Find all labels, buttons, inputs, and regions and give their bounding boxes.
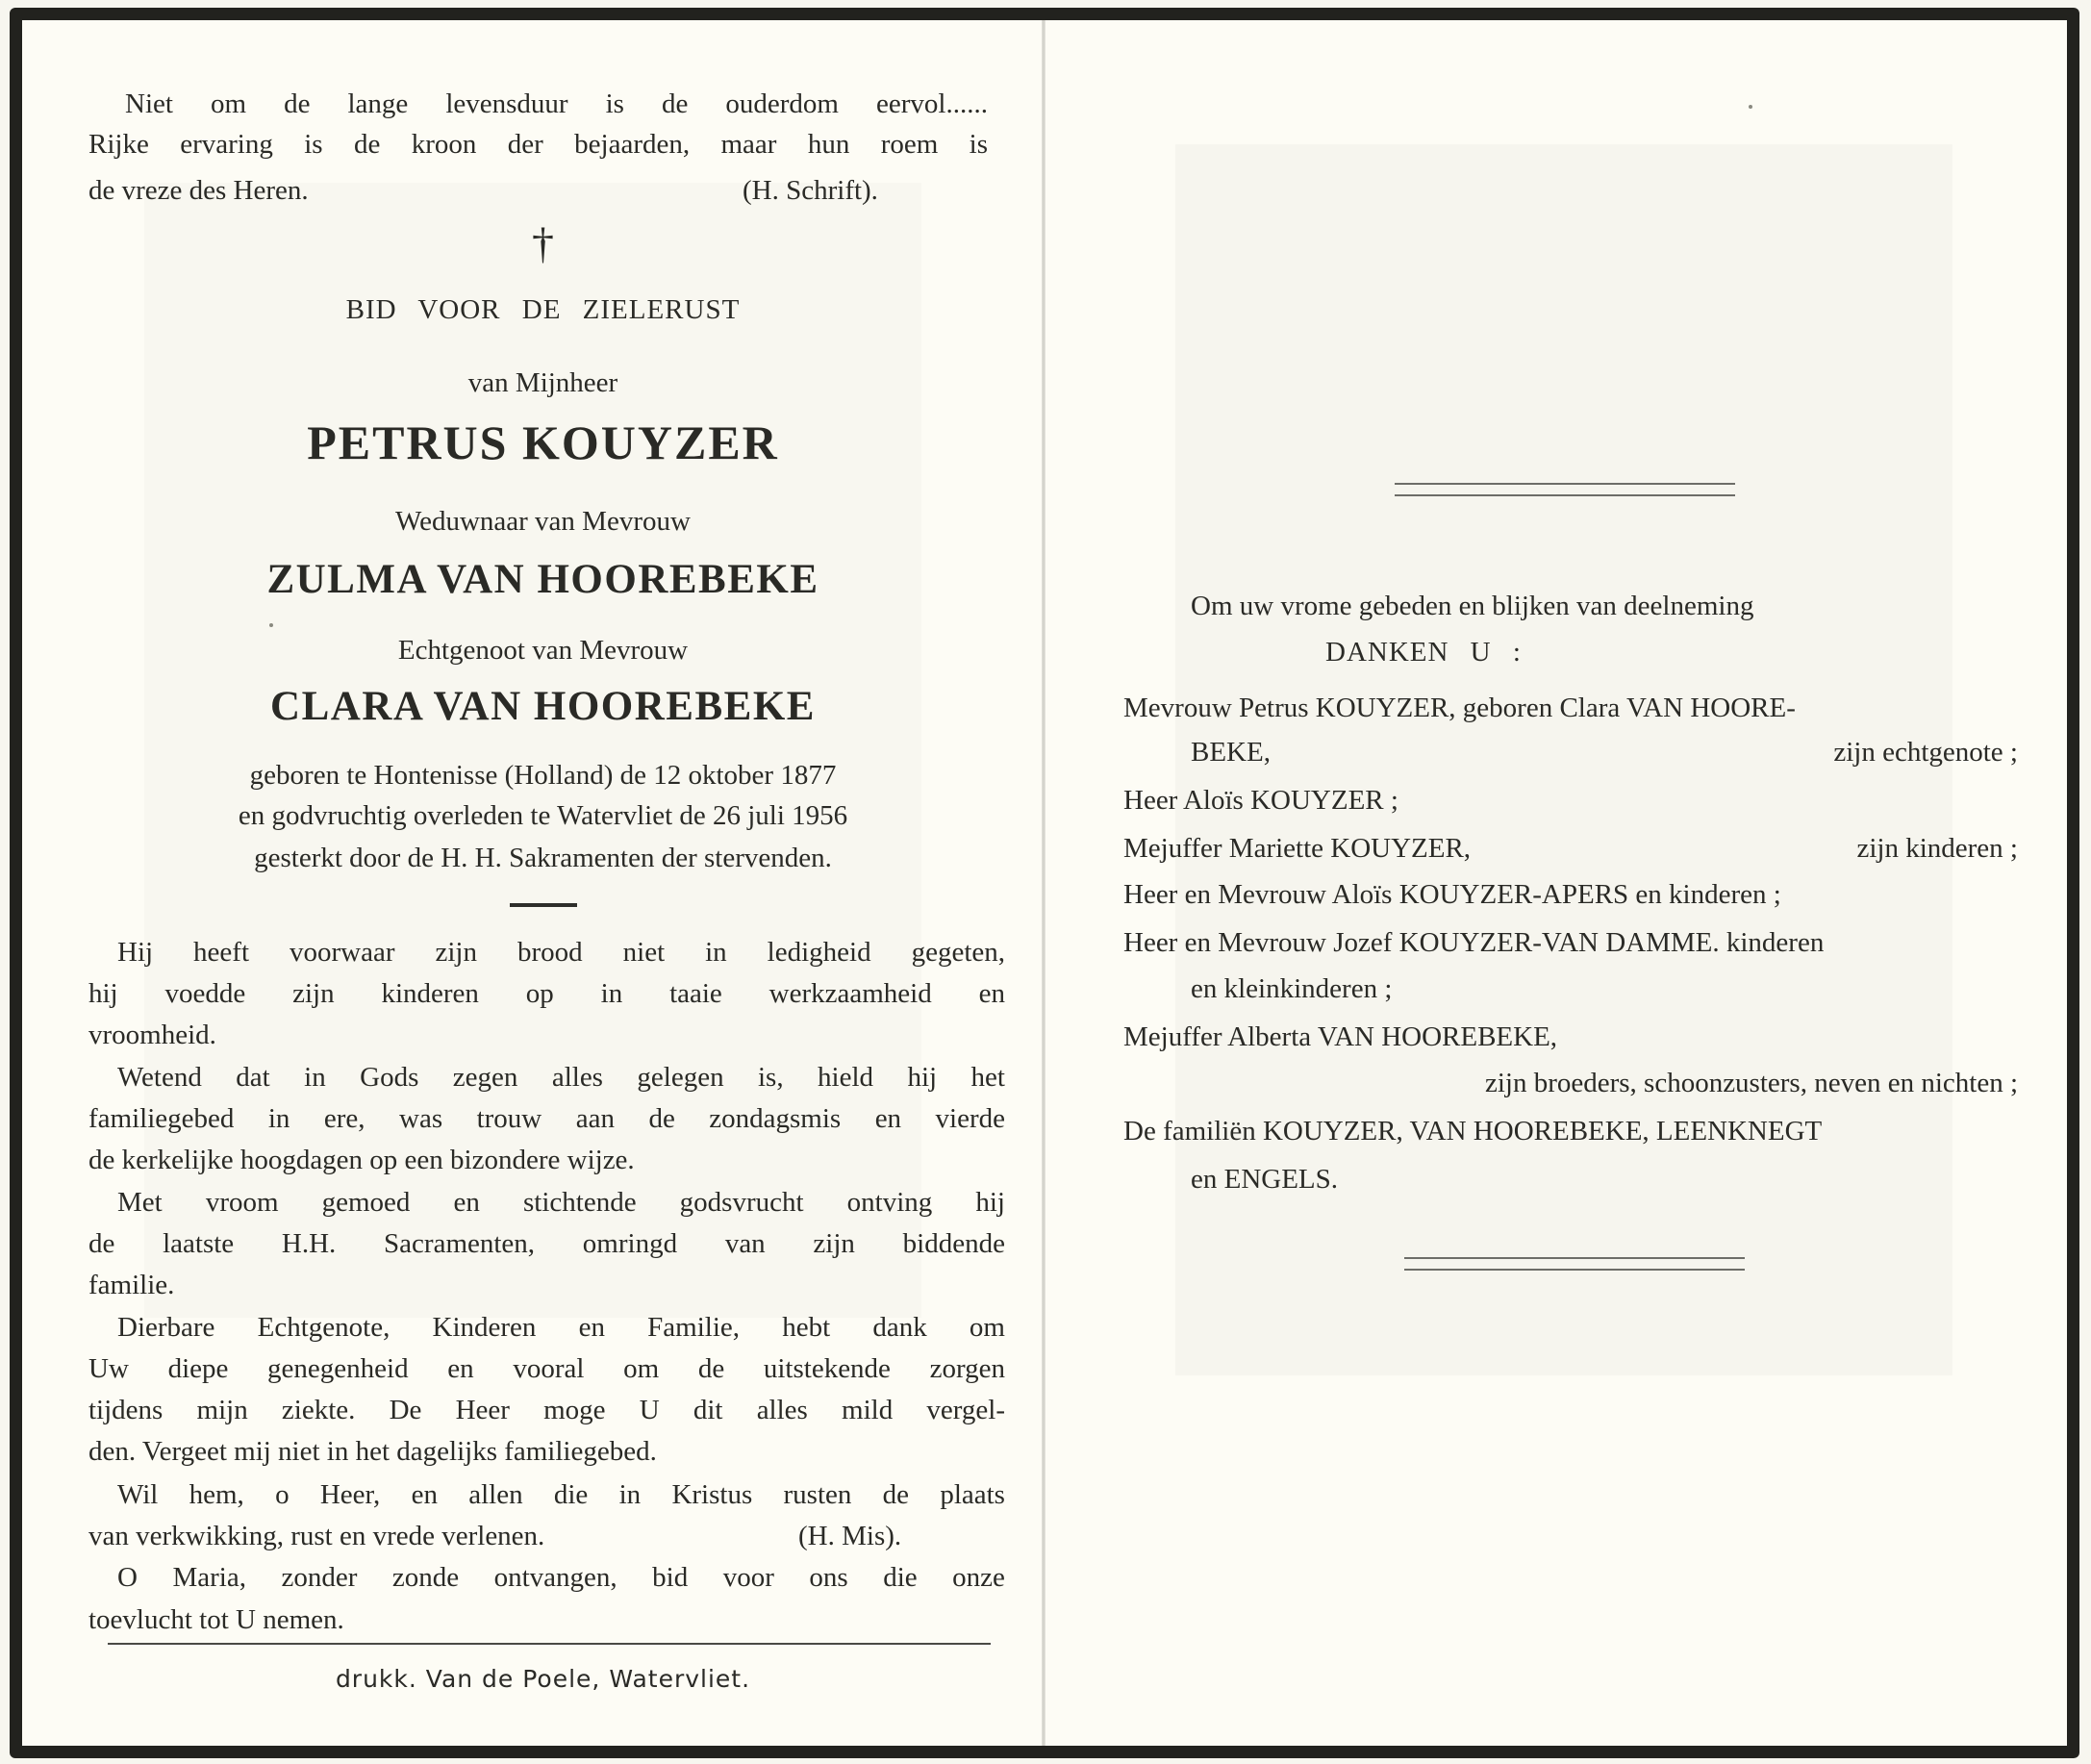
word: ontving	[846, 1187, 933, 1218]
word: De	[389, 1395, 422, 1425]
paper-speck	[1749, 105, 1752, 109]
text-line-source: (H. Mis).	[798, 1521, 902, 1551]
word: hem,	[189, 1479, 244, 1510]
word: voorwaar	[290, 937, 395, 968]
word: taaie	[669, 978, 722, 1009]
word: hebt	[782, 1312, 831, 1343]
family-line: Heer Aloïs KOUYZER ;	[1123, 785, 1398, 816]
text-line	[88, 976, 1005, 1011]
epigraph-line	[125, 87, 988, 121]
word: en	[874, 1103, 902, 1134]
family-line-relation: zijn broeders, schoonzusters, neven en nichten ;	[1484, 1068, 2018, 1098]
word: dank	[872, 1312, 927, 1343]
word: alles	[756, 1395, 808, 1425]
word: Sacramenten,	[384, 1228, 536, 1259]
word: bid	[652, 1562, 689, 1593]
thanks-intro: Om uw vrome gebeden en blijken van deelneming	[1191, 591, 1754, 621]
text-line: de kerkelijke hoogdagen op een bizondere wijze.	[88, 1145, 635, 1175]
word: Hij	[117, 937, 154, 968]
word: de	[661, 88, 689, 119]
word: gemoed	[321, 1187, 411, 1218]
word: voor	[722, 1562, 774, 1593]
word: op	[525, 978, 554, 1009]
word: ervaring	[180, 129, 273, 160]
word: ouderdom	[725, 88, 839, 119]
word: en	[578, 1312, 605, 1343]
word: de	[353, 129, 381, 160]
word: uitstekende	[763, 1353, 891, 1384]
family-line: Mevrouw Petrus KOUYZER, geboren Clara VAN HOORE-	[1123, 693, 1796, 723]
word: aan	[575, 1103, 615, 1134]
word: zijn	[435, 937, 477, 968]
thanks-heading: DANKEN U :	[1325, 637, 1522, 668]
word: het	[970, 1062, 1005, 1093]
word: in	[618, 1479, 642, 1510]
double-divider	[1404, 1257, 1745, 1271]
word: hij	[88, 978, 118, 1009]
word: is,	[758, 1062, 784, 1093]
word: in	[600, 978, 623, 1009]
word: voedde	[164, 978, 246, 1009]
epigraph-line	[88, 127, 988, 162]
relation-husband: Echtgenoot van Mevrouw	[397, 635, 689, 666]
word: ledigheid	[767, 937, 871, 968]
word: en	[447, 1353, 474, 1384]
word: zonde	[391, 1562, 460, 1593]
word: zijn	[292, 978, 335, 1009]
family-line: Mejuffer Alberta VAN HOOREBEKE,	[1123, 1021, 1558, 1052]
word: was	[399, 1103, 443, 1134]
word: U	[639, 1395, 660, 1425]
fold-line	[1042, 20, 1046, 1746]
word: om	[623, 1353, 660, 1384]
word: vergel-	[926, 1395, 1005, 1425]
word: allen	[468, 1479, 523, 1510]
word: de	[284, 88, 311, 119]
word: is	[969, 129, 988, 160]
word: hij	[975, 1187, 1005, 1218]
word: Niet	[125, 88, 173, 119]
word: bejaarden,	[574, 129, 691, 160]
word: de	[697, 1353, 725, 1384]
family-line: Heer en Mevrouw Jozef KOUYZER-VAN DAMME. kinderen	[1123, 927, 1825, 958]
divider	[510, 903, 577, 907]
word: stichtende	[523, 1187, 637, 1218]
word: werkzaamheid	[768, 978, 932, 1009]
word: diepe	[167, 1353, 229, 1384]
word: familiegebed	[88, 1103, 235, 1134]
word: mijn	[196, 1395, 248, 1425]
text-line: den. Vergeet mij niet in het dagelijks familiegebed.	[88, 1436, 657, 1467]
spouse-name-1: ZULMA VAN HOOREBEKE	[266, 557, 819, 602]
word: kroon	[411, 129, 477, 160]
word: ontvangen,	[493, 1562, 617, 1593]
word: vooral	[513, 1353, 585, 1384]
word: brood	[516, 937, 583, 968]
word: mild	[842, 1395, 894, 1425]
word: heeft	[193, 937, 250, 968]
word: Heer	[455, 1395, 510, 1425]
family-line-relation: zijn echtgenote ;	[1833, 737, 2018, 768]
word: Wil	[117, 1479, 159, 1510]
word: Uw	[88, 1353, 129, 1384]
word: de	[648, 1103, 675, 1134]
text-line	[88, 1393, 1005, 1427]
text-line	[117, 1185, 1005, 1220]
word: in	[267, 1103, 290, 1134]
word: ons	[809, 1562, 848, 1593]
word: Wetend	[117, 1062, 202, 1093]
word: Dierbare	[117, 1312, 215, 1343]
family-line: Mejuffer Mariette KOUYZER,	[1123, 833, 1472, 864]
birth-details: geboren te Hontenisse (Holland) de 12 oktober 1877	[249, 760, 837, 791]
word: godsvrucht	[679, 1187, 804, 1218]
death-details: en godvruchtig overleden te Watervliet de 26 juli 1956	[238, 800, 848, 831]
text-line	[117, 1477, 1005, 1512]
word: in	[705, 937, 727, 968]
word: laatste	[163, 1228, 235, 1259]
word: o	[275, 1479, 290, 1510]
word: alles	[551, 1062, 603, 1093]
word: Familie,	[647, 1312, 741, 1343]
family-line-relation: zijn kinderen ;	[1856, 833, 2018, 864]
epigraph-source: (H. Schrift).	[743, 175, 878, 206]
text-line: van verkwikking, rust en vrede verlenen.	[88, 1521, 545, 1551]
prayer-heading: BID VOOR DE ZIELERUST	[345, 294, 741, 325]
salutation: van Mijnheer	[467, 367, 618, 398]
word: roem	[880, 129, 939, 160]
word: kinderen	[381, 978, 479, 1009]
word: onze	[952, 1562, 1005, 1593]
word: omringd	[582, 1228, 678, 1259]
text-line	[88, 1226, 1005, 1261]
word: is	[304, 129, 323, 160]
text-line	[88, 1101, 1005, 1136]
word: zijn	[813, 1228, 855, 1259]
word: en	[453, 1187, 480, 1218]
word: trouw	[476, 1103, 542, 1134]
word: genegenheid	[267, 1353, 409, 1384]
text-line	[117, 1560, 1005, 1595]
word: gelegen	[637, 1062, 724, 1093]
word: Echtgenote,	[257, 1312, 390, 1343]
word: lange	[347, 88, 409, 119]
word: biddende	[902, 1228, 1005, 1259]
family-line: De familiën KOUYZER, VAN HOOREBEKE, LEENKNEGT	[1123, 1116, 1823, 1147]
word: die	[553, 1479, 589, 1510]
word: tijdens	[88, 1395, 164, 1425]
epigraph-line: de vreze des Heren.	[88, 175, 309, 206]
word: hield	[818, 1062, 874, 1093]
text-line	[88, 1351, 1005, 1386]
word: zegen	[452, 1062, 518, 1093]
text-line: familie.	[88, 1270, 175, 1300]
word: maar	[720, 129, 777, 160]
cross-icon: †	[532, 218, 554, 267]
word: ere,	[323, 1103, 365, 1134]
word: Heer,	[319, 1479, 381, 1510]
text-line	[117, 935, 1005, 970]
word: zorgen	[929, 1353, 1005, 1384]
word: rusten	[783, 1479, 852, 1510]
word: Kinderen	[432, 1312, 537, 1343]
word: hun	[807, 129, 850, 160]
word: om	[969, 1312, 1005, 1343]
word: Rijke	[88, 129, 149, 160]
text-line: toevlucht tot U nemen.	[88, 1604, 344, 1635]
word: levensduur	[445, 88, 568, 119]
word: de	[88, 1228, 115, 1259]
text-line	[117, 1310, 1005, 1345]
word: O	[117, 1562, 138, 1593]
paper-speck	[269, 623, 273, 627]
word: hij	[907, 1062, 938, 1093]
word: die	[883, 1562, 918, 1593]
word: van	[724, 1228, 766, 1259]
sacraments-details: gesterkt door de H. H. Sakramenten der stervenden.	[254, 843, 832, 873]
word: dat	[236, 1062, 270, 1093]
family-line: en ENGELS.	[1191, 1164, 1339, 1195]
word: Kristus	[671, 1479, 753, 1510]
word: is	[605, 88, 624, 119]
word: en	[411, 1479, 438, 1510]
word: om	[210, 88, 247, 119]
divider	[108, 1643, 991, 1645]
relation-widower: Weduwnaar van Mevrouw	[395, 506, 691, 537]
word: eervol......	[876, 88, 988, 119]
word: niet	[622, 937, 666, 968]
word: zonder	[281, 1562, 358, 1593]
word: Gods	[360, 1062, 419, 1093]
word: der	[507, 129, 543, 160]
word: en	[978, 978, 1005, 1009]
word: Met	[117, 1187, 163, 1218]
word: dit	[693, 1395, 723, 1425]
family-line: Heer en Mevrouw Aloïs KOUYZER-APERS en kinderen ;	[1123, 879, 1781, 910]
word: plaats	[940, 1479, 1005, 1510]
spouse-name-2: CLARA VAN HOOREBEKE	[270, 684, 816, 729]
word: H.H.	[281, 1228, 337, 1259]
word: ziekte.	[281, 1395, 356, 1425]
family-line: BEKE,	[1191, 737, 1271, 768]
text-line	[117, 1060, 1005, 1095]
word: Maria,	[172, 1562, 246, 1593]
word: moge	[543, 1395, 606, 1425]
word: vierde	[935, 1103, 1005, 1134]
word: vroom	[205, 1187, 279, 1218]
printer-credit: drukk. Van de Poele, Watervliet.	[335, 1665, 751, 1693]
family-line: en kleinkinderen ;	[1191, 973, 1393, 1004]
double-divider	[1395, 483, 1735, 496]
word: in	[304, 1062, 326, 1093]
word: gegeten,	[911, 937, 1005, 968]
deceased-name: PETRUS KOUYZER	[307, 416, 779, 469]
word: de	[882, 1479, 910, 1510]
word: zondagsmis	[709, 1103, 842, 1134]
text-line: vroomheid.	[88, 1020, 216, 1050]
